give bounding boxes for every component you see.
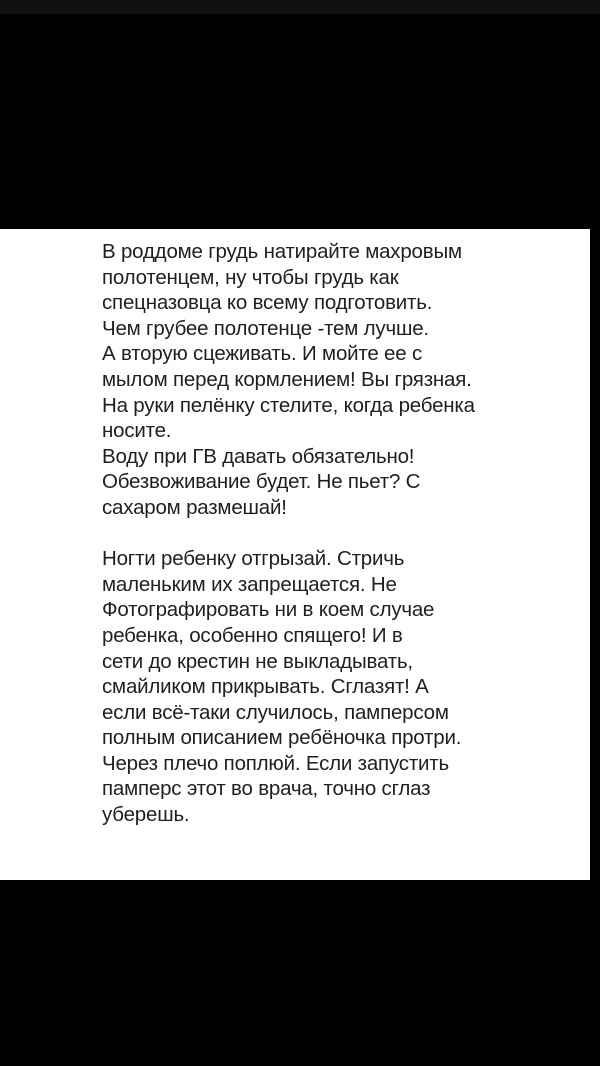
text-line: Фотографировать ни в коем случае <box>102 598 435 622</box>
post-text <box>102 239 572 828</box>
text-line: ребенка, особенно спящего! И в <box>102 623 403 647</box>
text-line: Обезвоживание будет. Не пьет? С <box>102 470 421 494</box>
text-line: Через плечо поплюй. Если запустить <box>102 751 449 775</box>
text-line: мылом перед кормлением! Вы грязная. <box>102 367 472 391</box>
text-line: полотенцем, ну чтобы грудь как <box>102 265 399 289</box>
text-line: если всё-таки случилось, памперсом <box>102 700 449 724</box>
text-card <box>0 229 590 880</box>
text-line: полным описанием ребёночка протри. <box>102 726 462 750</box>
text-line: Чем грубее полотенце -тем лучше. <box>102 316 429 340</box>
text-line: В роддоме грудь натирайте махровым <box>102 240 462 263</box>
status-bar <box>0 0 600 14</box>
text-line: А вторую сцеживать. И мойте ее с <box>102 342 423 366</box>
paragraph-gap <box>102 521 572 547</box>
text-line: Воду при ГВ давать обязательно! <box>102 444 415 468</box>
text-line: сети до крестин не выкладывать, <box>102 649 413 673</box>
text-line: маленьким их запрещается. Не <box>102 572 397 596</box>
text-line: смайликом прикрывать. Сглазят! А <box>102 675 429 699</box>
text-line: носите. <box>102 419 172 443</box>
text-line: Ногти ребенку отгрызай. Стричь <box>102 547 405 571</box>
text-line: На руки пелёнку стелите, когда ребенка <box>102 393 475 417</box>
text-line: памперс этот во врача, точно сглаз <box>102 777 431 801</box>
text-line: уберешь. <box>102 803 190 827</box>
text-line: спецназовца ко всему подготовить. <box>102 291 433 315</box>
text-line: сахаром размешай! <box>102 495 287 519</box>
